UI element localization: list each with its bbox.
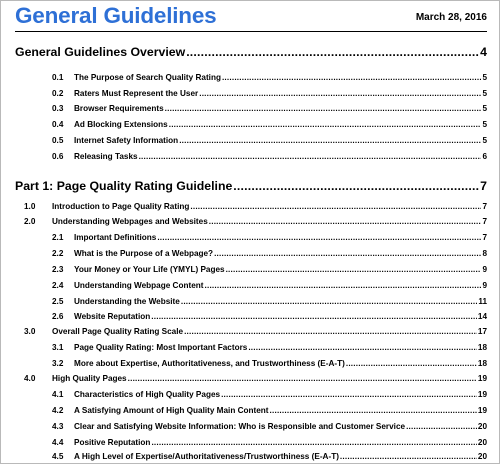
toc-entry-label: Important Definitions	[74, 233, 157, 242]
toc-entry-number: 4.2	[52, 406, 64, 415]
toc-entry-number: 4.1	[52, 390, 64, 399]
toc-entry-number: 2.4	[52, 281, 64, 290]
toc-entry-0-4[interactable]	[52, 120, 487, 129]
toc-entry-label: Page Quality Rating: Most Important Factors	[74, 343, 248, 352]
toc-entry-0-1[interactable]	[52, 73, 487, 82]
toc-entry-label: Website Reputation	[74, 312, 151, 321]
toc-entry-label: Introduction to Page Quality Rating	[52, 202, 190, 211]
toc-entry-number: 0.1	[52, 73, 64, 82]
toc-entry-label: More about Expertise, Authoritativeness, and Trustworthiness (E-A-T)	[74, 359, 345, 368]
toc-leader-dots	[169, 120, 482, 129]
toc-page-number: 17	[477, 327, 487, 336]
toc-entry-0-3[interactable]	[52, 104, 487, 113]
toc-entry-2-2[interactable]	[52, 249, 487, 258]
toc-leader-dots	[165, 104, 482, 113]
toc-page-number: 18	[477, 359, 487, 368]
toc-entry-label: Positive Reputation	[74, 438, 151, 447]
toc-entry-label: Clear and Satisfying Website Information: Who is Responsible and Customer Service	[74, 422, 406, 431]
toc-page-number: 7	[480, 179, 487, 193]
toc-entry-0-6[interactable]	[52, 152, 487, 161]
toc-entry-4-5[interactable]	[52, 452, 487, 461]
toc-entry-number: 0.4	[52, 120, 64, 129]
toc-page-number: 14	[477, 312, 487, 321]
document-title: General Guidelines	[15, 3, 217, 28]
toc-entry-label: Browser Requirements	[74, 104, 164, 113]
toc-entry-number: 4.0	[24, 374, 36, 383]
toc-entry-4-4[interactable]	[52, 438, 487, 447]
toc-heading-label: General Guidelines Overview	[15, 45, 186, 59]
toc-heading-overview[interactable]	[15, 45, 487, 59]
toc-entry-2-0[interactable]	[24, 217, 487, 226]
toc-entry-4-0[interactable]	[24, 374, 487, 383]
toc-entry-4-1[interactable]	[52, 390, 487, 399]
toc-entry-label: A Satisfying Amount of High Quality Main Content	[74, 406, 269, 415]
toc-page-number: 8	[482, 249, 487, 258]
toc-leader-dots	[214, 249, 481, 258]
toc-entry-label: What is the Purpose of a Webpage?	[74, 249, 214, 258]
toc-entry-number: 0.3	[52, 104, 64, 113]
toc-entry-number: 2.5	[52, 297, 64, 306]
toc-entry-number: 2.2	[52, 249, 64, 258]
toc-page-number: 5	[482, 136, 487, 145]
toc-entry-2-5[interactable]	[52, 297, 487, 306]
toc-entry-0-5[interactable]	[52, 136, 487, 145]
toc-entry-label: Understanding Webpages and Websites	[52, 217, 208, 226]
toc-leader-dots	[151, 438, 476, 447]
document-date: March 28, 2016	[415, 12, 487, 23]
toc-page-number: 20	[477, 452, 487, 461]
toc-page-number: 5	[482, 120, 487, 129]
toc-entry-number: 3.1	[52, 343, 64, 352]
toc-entry-label: Raters Must Represent the User	[74, 89, 199, 98]
toc-leader-dots	[226, 265, 482, 274]
toc-entry-number: 3.2	[52, 359, 64, 368]
toc-entry-number: 0.2	[52, 89, 64, 98]
toc-entry-label: Understanding Webpage Content	[74, 281, 204, 290]
toc-entry-4-3[interactable]	[52, 422, 487, 431]
toc-entry-label: Releasing Tasks	[74, 152, 138, 161]
table-of-contents	[1, 1, 500, 464]
toc-leader-dots	[139, 152, 482, 161]
toc-entry-number: 4.5	[52, 452, 64, 461]
toc-entry-number: 2.3	[52, 265, 64, 274]
toc-page-number: 11	[478, 297, 487, 306]
toc-leader-dots	[221, 390, 477, 399]
toc-entry-label: A High Level of Expertise/Authoritativeness/Trustworthiness (E-A-T)	[74, 452, 339, 461]
toc-leader-dots	[340, 452, 477, 461]
toc-entry-number: 4.3	[52, 422, 64, 431]
toc-page-number: 7	[482, 202, 487, 211]
toc-page-number: 7	[482, 217, 487, 226]
toc-entry-3-2[interactable]	[52, 359, 487, 368]
toc-leader-dots	[209, 217, 482, 226]
toc-leader-dots	[346, 359, 477, 368]
toc-page-number: 18	[477, 343, 487, 352]
toc-entry-0-2[interactable]	[52, 89, 487, 98]
toc-entry-2-4[interactable]	[52, 281, 487, 290]
toc-page-number: 5	[482, 89, 487, 98]
toc-entry-4-2[interactable]	[52, 406, 487, 415]
toc-page-number: 5	[482, 104, 487, 113]
toc-page-number: 5	[482, 73, 487, 82]
toc-entry-number: 0.5	[52, 136, 64, 145]
toc-page-number: 19	[477, 390, 487, 399]
toc-entry-label: Overall Page Quality Rating Scale	[52, 327, 184, 336]
toc-leader-dots	[157, 233, 481, 242]
toc-leader-dots	[248, 343, 477, 352]
toc-entry-3-1[interactable]	[52, 343, 487, 352]
toc-page-number: 6	[482, 152, 487, 161]
toc-entry-2-3[interactable]	[52, 265, 487, 274]
toc-heading-part1[interactable]	[15, 179, 487, 193]
toc-entry-2-6[interactable]	[52, 312, 487, 321]
toc-leader-dots	[406, 422, 477, 431]
toc-entry-label: Your Money or Your Life (YMYL) Pages	[74, 265, 225, 274]
toc-heading-label: Part 1: Page Quality Rating Guideline	[15, 179, 233, 193]
toc-leader-dots	[222, 73, 481, 82]
toc-entry-label: The Purpose of Search Quality Rating	[74, 73, 221, 82]
toc-leader-dots	[190, 202, 481, 211]
toc-entry-number: 4.4	[52, 438, 64, 447]
toc-entry-2-1[interactable]	[52, 233, 487, 242]
toc-leader-dots	[205, 281, 482, 290]
toc-leader-dots	[179, 136, 481, 145]
toc-page-number: 19	[477, 374, 487, 383]
toc-leader-dots	[270, 406, 477, 415]
toc-leader-dots	[233, 179, 479, 193]
toc-leader-dots	[186, 45, 479, 59]
toc-entry-label: Ad Blocking Extensions	[74, 120, 168, 129]
toc-entry-number: 2.0	[24, 217, 36, 226]
toc-page-number: 20	[477, 422, 487, 431]
toc-entry-number: 3.0	[24, 327, 36, 336]
toc-entry-number: 1.0	[24, 202, 36, 211]
toc-leader-dots	[181, 297, 478, 306]
toc-page-number: 9	[482, 265, 487, 274]
toc-entry-1-0[interactable]	[24, 202, 487, 211]
toc-entry-number: 2.1	[52, 233, 64, 242]
toc-entry-label: Internet Safety Information	[74, 136, 179, 145]
toc-page-number: 20	[477, 438, 487, 447]
toc-entry-label: Characteristics of High Quality Pages	[74, 390, 221, 399]
toc-leader-dots	[151, 312, 477, 321]
toc-leader-dots	[184, 327, 477, 336]
toc-leader-dots	[199, 89, 481, 98]
toc-page-number: 4	[480, 45, 487, 59]
toc-page-number: 7	[482, 233, 487, 242]
toc-leader-dots	[128, 374, 477, 383]
toc-page-number: 19	[477, 406, 487, 415]
toc-entry-number: 2.6	[52, 312, 64, 321]
toc-entry-label: Understanding the Website	[74, 297, 180, 306]
toc-page-number: 9	[482, 281, 487, 290]
toc-entry-label: High Quality Pages	[52, 374, 127, 383]
toc-entry-3-0[interactable]	[24, 327, 487, 336]
toc-entry-number: 0.6	[52, 152, 64, 161]
